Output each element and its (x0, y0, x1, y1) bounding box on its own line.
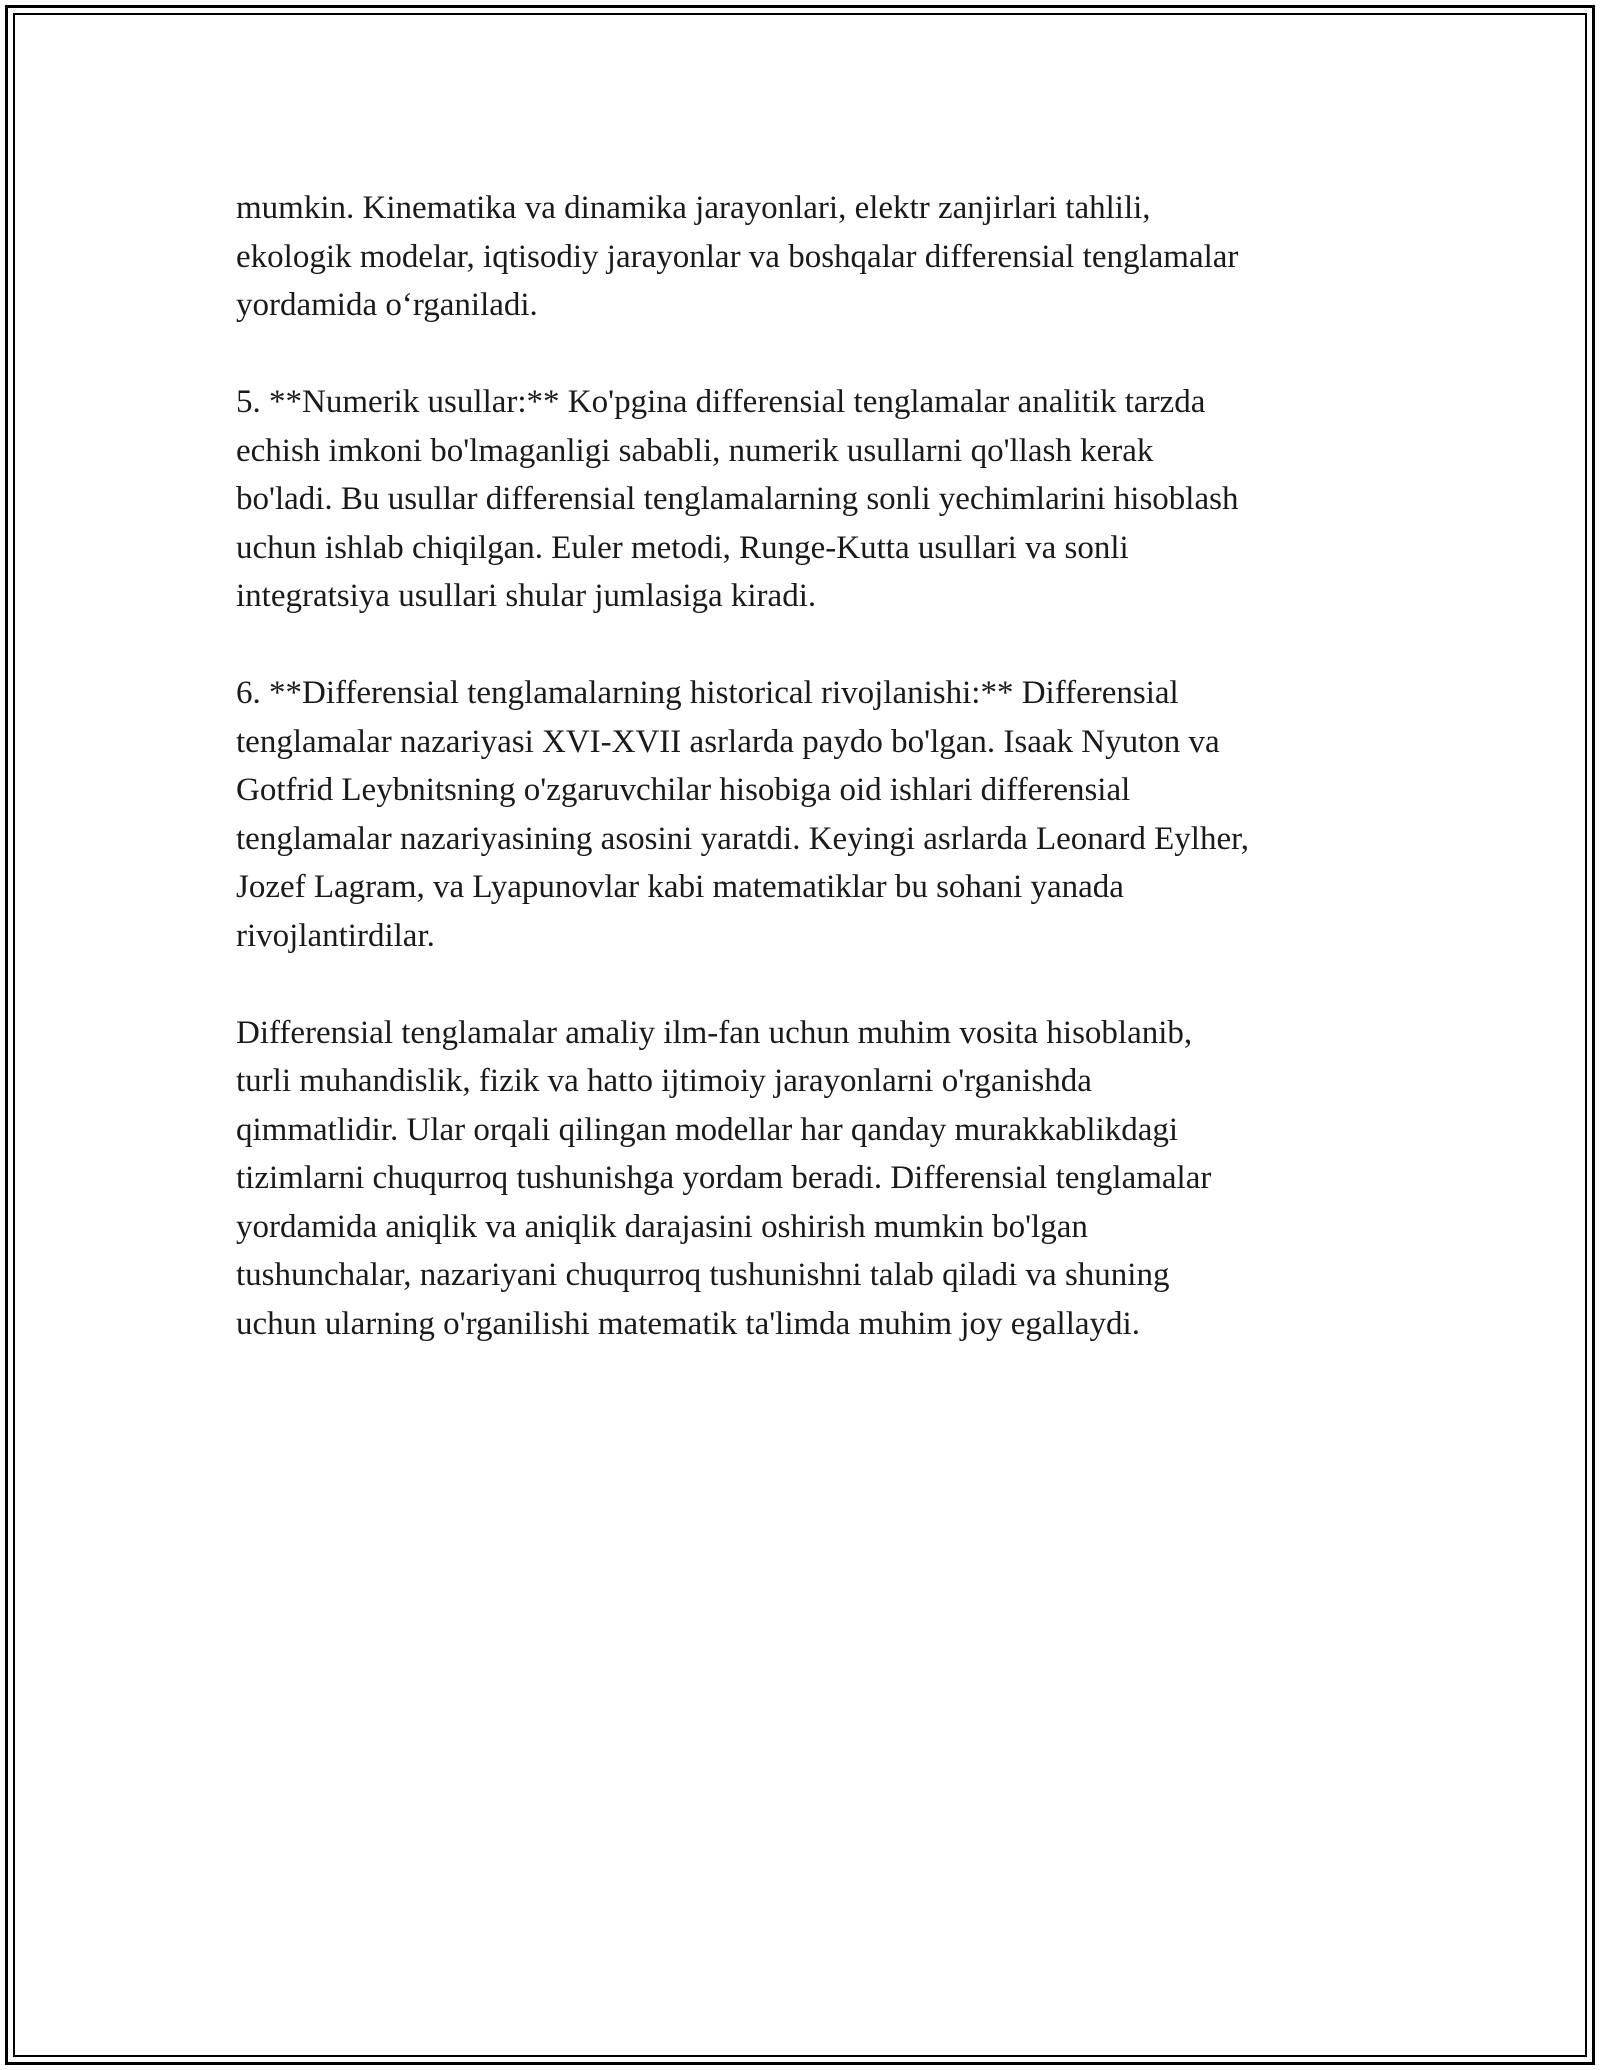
paragraph-conclusion: Differensial tenglamalar amaliy ilm-fan uchun muhim vosita hisoblanib, turli muhandislik, fizik va hatto ijtimoiy jarayonlarni o'rganishda qimmatlidir. Ular orqali qilingan modellar har qanday murakkablikdagi tizimlarni chuqurroq tushunishga yordam beradi. Differensial tenglamalar yordamida aniqlik va aniqlik darajasini oshirish mumkin bo'lgan tushunchalar, nazariyani chuqurroq tushunishni talab qiladi va shuning uchun ularning o'rganilishi matematik ta'limda muhim joy egallaydi. (236, 1014, 1212, 1342)
paragraph-historical-development: 6. **Differensial tenglamalarning historical rivojlanishi:** Differensial tenglamalar nazariyasi XVI-XVII asrlarda paydo bo'lgan. Isaak Nyuton va Gotfrid Leybnitsning o'zgaruvchilar hisobiga oid ishlari differensial tenglamalar nazariyasining asosini yaratdi. Keyingi asrlarda Leonard Eylher, Jozef Lagram, va Lyapunovlar kabi matematiklar bu sohani yanada rivojlantirdilar. (236, 675, 1250, 954)
document-body (236, 184, 1386, 1397)
paragraph-applications-continued: mumkin. Kinematika va dinamika jarayonlari, elektr zanjirlari tahlili, ekologik modelar, iqtisodiy jarayonlar va boshqalar differensial tenglamalar yordamida o‘rganiladi. (236, 190, 1239, 323)
paragraph-numerical-methods: 5. **Numerik usullar:** Ko'pgina differensial tenglamalar analitik tarzda echish imkoni bo'lmaganligi sababli, numerik usullarni qo'llash kerak bo'ladi. Bu usullar differensial tenglamalarning sonli yechimlarini hisoblash uchun ishlab chiqilgan. Euler metodi, Runge-Kutta usullari va sonli integratsiya usullari shular jumlasiga kiradi. (236, 384, 1239, 614)
